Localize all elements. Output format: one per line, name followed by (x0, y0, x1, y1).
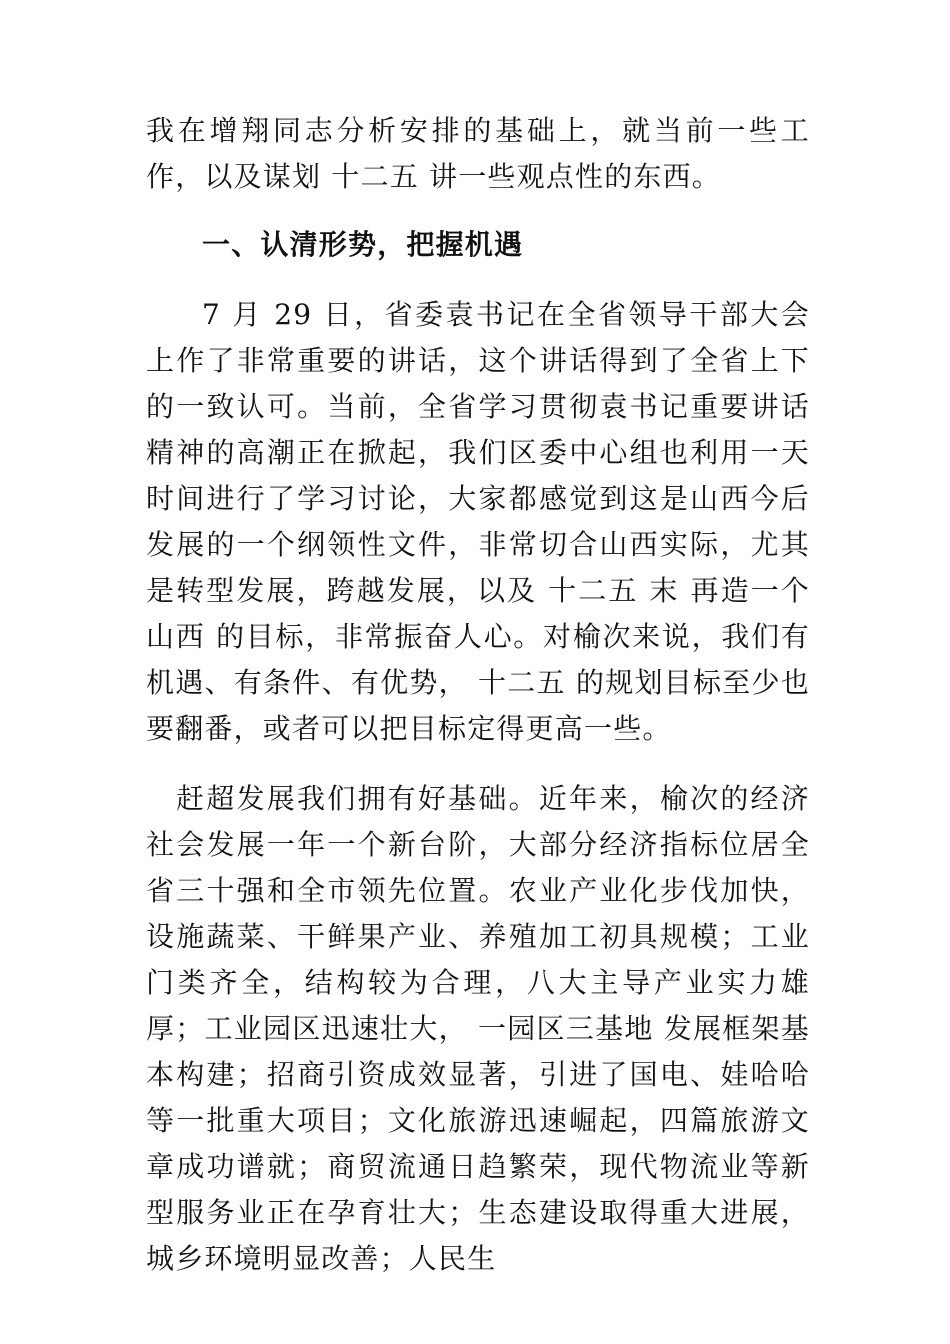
document-body (146, 108, 810, 1282)
section-heading: 一、认清形势，把握机遇 (202, 228, 524, 261)
body-paragraph-3: 赶超发展我们拥有好基础。近年来，榆次的经济社会发展一年一个新台阶，大部分经济指标位居全省三十强和全市领先位置。农业产业化步伐加快，设施蔬菜、干鲜果产业、养殖加工初具规模；工业门类齐全，结构较为合理，八大主导产业实力雄厚；工业园区迅速壮大， 一园区三基地 发展框架基本构建；招商引资成效显著，引进了国电、娃哈哈等一批重大项目；文化旅游迅速崛起，四篇旅游文章成功谱就；商贸流通日趋繁荣，现代物流业等新型服务业正在孕育壮大；生态建设取得重大进展，城乡环境明显改善；人民生 (146, 782, 810, 1275)
intro-paragraph: 我在增翔同志分析安排的基础上，就当前一些工作，以及谋划 十二五 讲一些观点性的东西。 (146, 114, 810, 193)
body-paragraph-2: 7 月 29 日，省委袁书记在全省领导干部大会上作了非常重要的讲话，这个讲话得到了全省上下的一致认可。当前，全省学习贯彻袁书记重要讲话精神的高潮正在掀起，我们区委中心组也利用一天时间进行了学习讨论，大家都感觉到这是山西今后发展的一个纲领性文件，非常切合山西实际，尤其是转型发展，跨越发展，以及 十二五 末 再造一个山西 的目标，非常振奋人心。对榆次来说，我们有机遇、有条件、有优势， 十二五 的规划目标至少也要翻番，或者可以把目标定得更高一些。 (146, 298, 810, 745)
